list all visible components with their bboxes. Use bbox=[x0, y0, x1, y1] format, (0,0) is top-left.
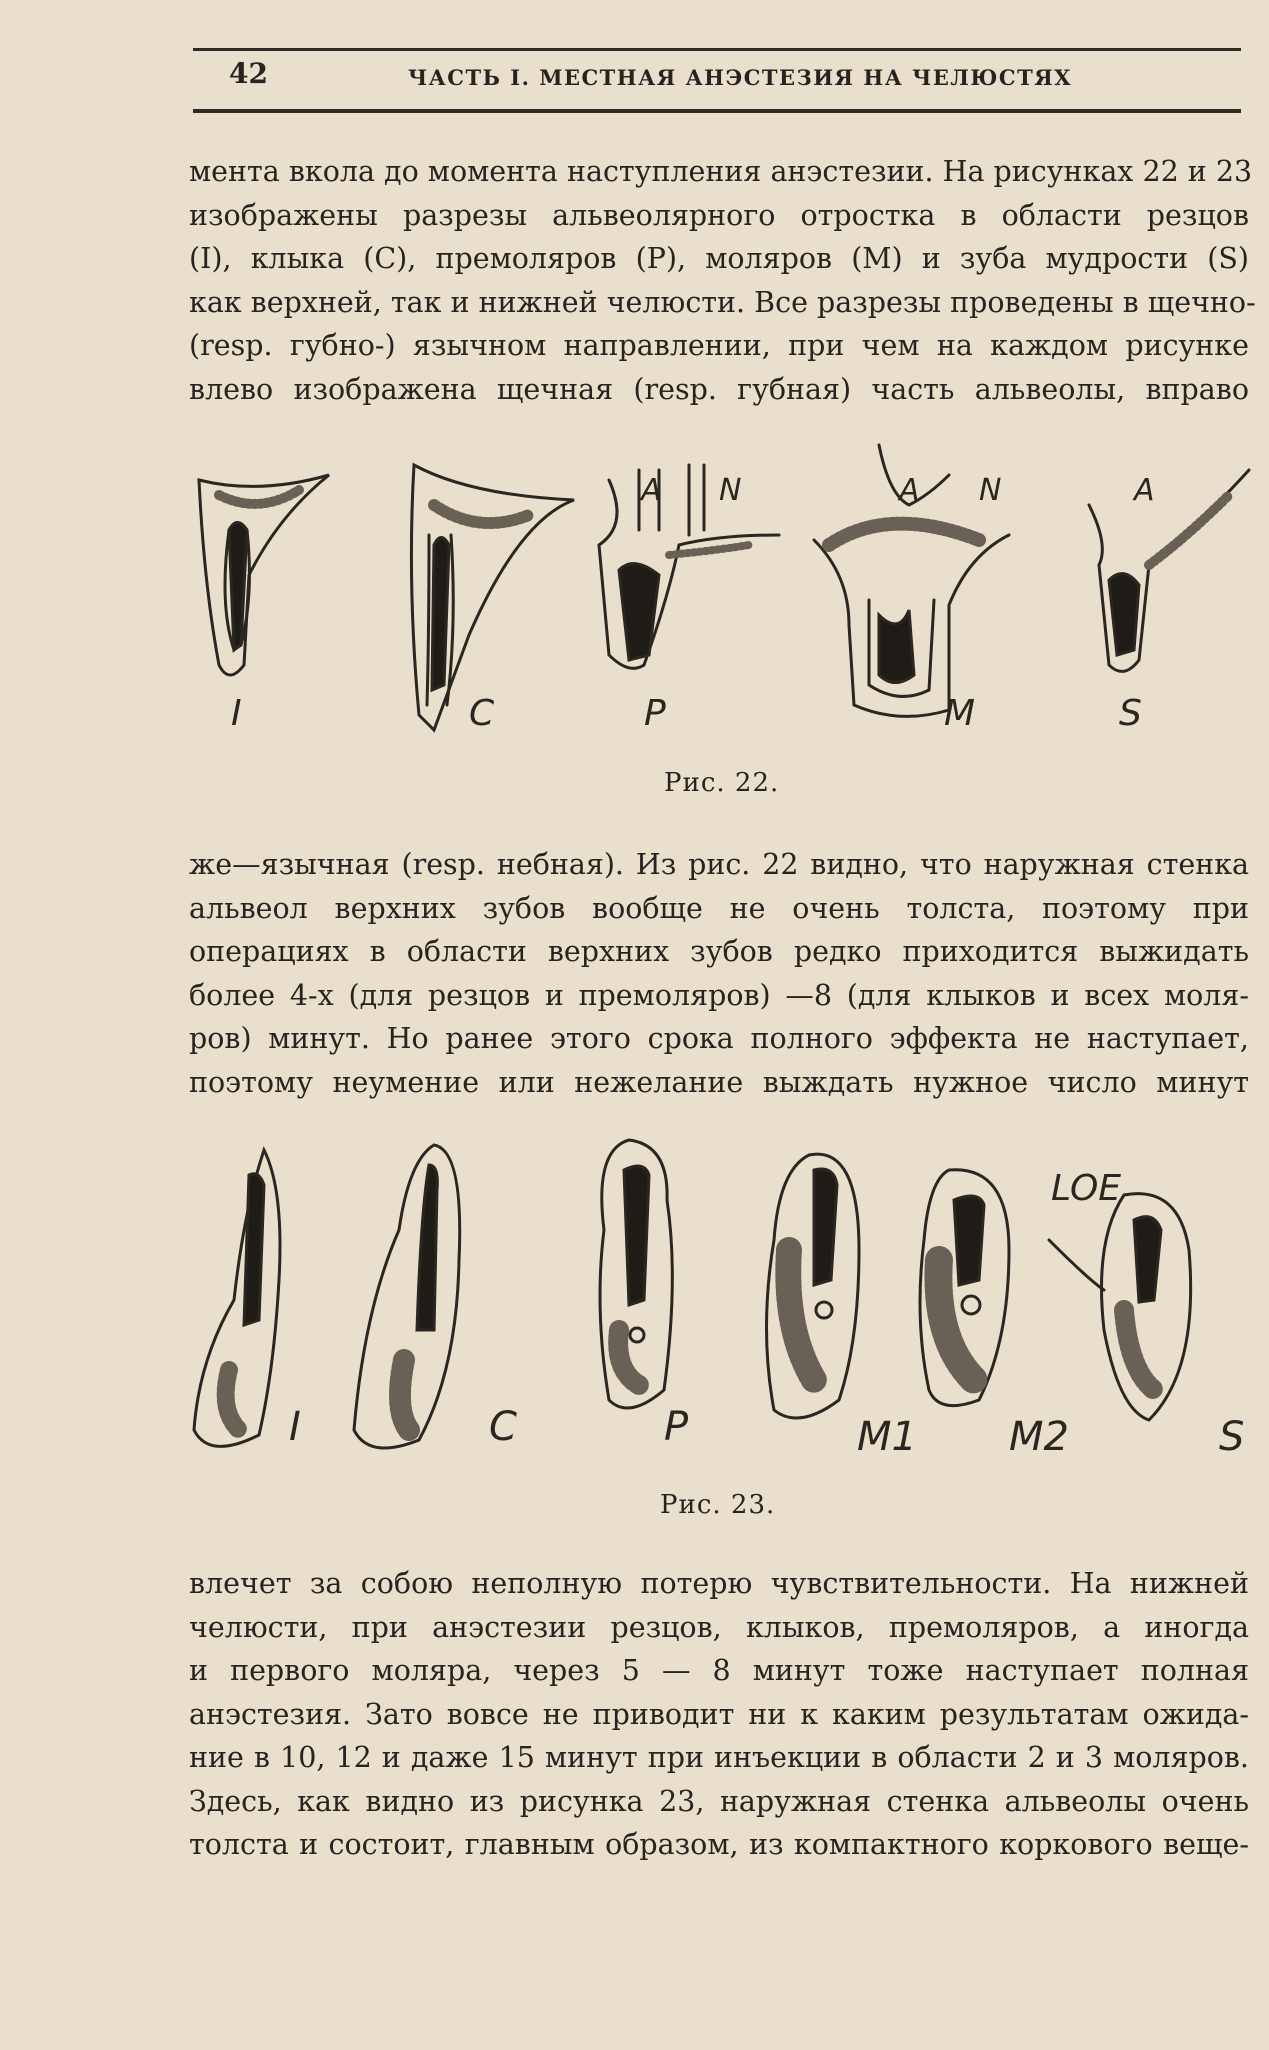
text-line: влечет за собою неполную потерю чувствительности. На нижней bbox=[189, 1567, 1249, 1600]
figure-mark-a: A bbox=[899, 473, 920, 508]
text-line: ние в 10, 12 и даже 15 минут при инъекции в области 2 и 3 моляров. bbox=[189, 1741, 1249, 1774]
tooth-section-canine bbox=[411, 465, 574, 730]
paragraph-3 bbox=[189, 1562, 1249, 1867]
tooth-section-premolar bbox=[600, 1140, 672, 1408]
figure-mark-n: N bbox=[719, 473, 742, 508]
figure-label-m2: M2 bbox=[1009, 1414, 1069, 1460]
figure-label-s: S bbox=[1219, 1414, 1245, 1460]
text-line: как верхней, так и нижней челюсти. Все разрезы проведены в щечно- bbox=[189, 285, 1256, 319]
tooth-section-molar-2 bbox=[920, 1170, 1009, 1406]
running-head: ЧАСТЬ I. МЕСТНАЯ АНЭСТЕЗИЯ НА ЧЕЛЮСТЯХ bbox=[408, 65, 1073, 90]
figure-mark-a: A bbox=[1134, 473, 1155, 508]
figure-22-drawing bbox=[189, 435, 1259, 755]
text-line: операциях в области верхних зубов редко приходится выжидать bbox=[189, 935, 1249, 968]
figure-23-drawing bbox=[189, 1130, 1259, 1480]
figure-label-p: P bbox=[664, 1404, 689, 1450]
text-line: анэстезия. Зато вовсе не приводит ни к каким результатам ожида- bbox=[189, 1697, 1249, 1731]
figure-mark-a: A bbox=[641, 473, 662, 508]
text-line: же—язычная (resp. небная). Из рис. 22 видно, что наружная стенка bbox=[189, 848, 1249, 881]
figure-label-c: C bbox=[489, 1404, 517, 1450]
paragraph-2 bbox=[189, 843, 1249, 1104]
figure-label-i: I bbox=[231, 693, 242, 734]
figure-label-m1: M1 bbox=[857, 1414, 917, 1460]
figure-23-caption: Рис. 23. bbox=[660, 1490, 776, 1520]
figure-label-p: P bbox=[644, 693, 666, 734]
page-header bbox=[193, 48, 1241, 113]
text-line: более 4-х (для резцов и премоляров) —8 (для клыков и всех моля- bbox=[189, 978, 1249, 1012]
text-line: толста и состоит, главным образом, из компактного коркового веще- bbox=[189, 1828, 1249, 1861]
text-line: (resp. губно-) язычном направлении, при чем на каждом рисунке bbox=[189, 329, 1249, 362]
figure-label-c: C bbox=[469, 693, 495, 734]
figure-label-s: S bbox=[1119, 693, 1142, 734]
text-line: влево изображена щечная (resp. губная) часть альвеолы, вправо bbox=[189, 372, 1249, 406]
tooth-section-incisor bbox=[194, 1150, 280, 1446]
text-line: ров) минут. Но ранее этого срока полного эффекта не наступает, bbox=[189, 1022, 1249, 1055]
figure-mark-loe: LOE bbox=[1051, 1168, 1122, 1209]
tooth-section-premolar bbox=[599, 465, 779, 668]
tooth-section-molar-1 bbox=[767, 1154, 860, 1418]
paragraph-1 bbox=[189, 150, 1256, 411]
tooth-section-wisdom bbox=[1089, 470, 1249, 671]
text-line: поэтому неумение или нежелание выждать нужное число минут bbox=[189, 1065, 1249, 1099]
text-line: мента вкола до момента наступления анэстезии. На рисунках 22 и 23 bbox=[189, 155, 1253, 188]
text-line: альвеол верхних зубов вообще не очень толста, поэтому при bbox=[189, 891, 1249, 925]
tooth-section-incisor bbox=[199, 475, 329, 675]
page-number: 42 bbox=[229, 57, 268, 90]
figure-label-m: M bbox=[944, 693, 976, 734]
figure-label-i: I bbox=[289, 1404, 301, 1450]
text-line: изображены разрезы альвеолярного отростка в области резцов bbox=[189, 198, 1249, 232]
tooth-section-wisdom bbox=[1049, 1194, 1191, 1420]
text-line: челюсти, при анэстезии резцов, клыков, премоляров, а иногда bbox=[189, 1610, 1249, 1644]
text-line: и первого моляра, через 5 — 8 минут тоже наступает полная bbox=[189, 1654, 1249, 1687]
text-line: Здесь, как видно из рисунка 23, наружная стенка альвеолы очень bbox=[189, 1784, 1249, 1818]
figure-22-caption: Рис. 22. bbox=[664, 768, 780, 798]
text-line: (I), клыка (C), премоляров (P), моляров (M) и зуба мудрости (S) bbox=[189, 242, 1249, 275]
tooth-section-canine bbox=[354, 1145, 460, 1448]
figure-mark-n: N bbox=[979, 473, 1002, 508]
